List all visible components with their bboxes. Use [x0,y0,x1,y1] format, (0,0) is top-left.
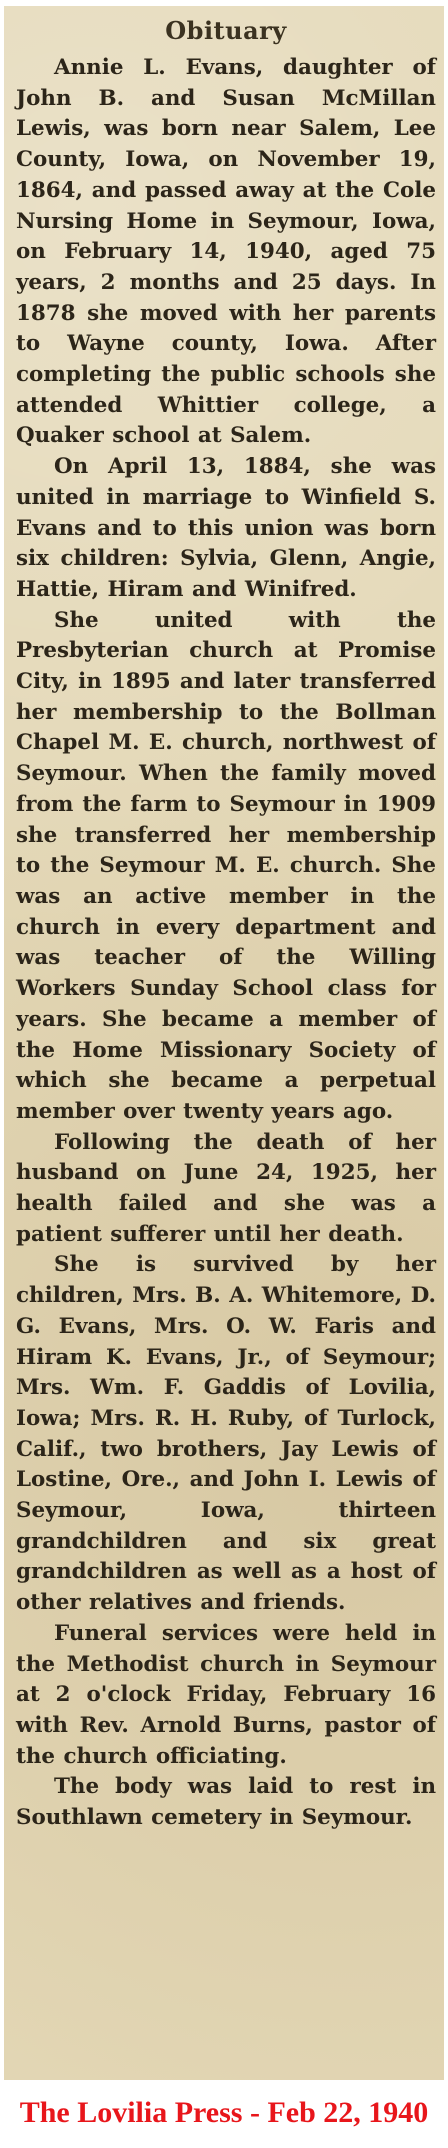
paragraph-funeral: Funeral services were held in the Methodist church in Seymour at 2 o'clock Friday, February 16 with Rev. Arnold Burns, pastor of the church officiating. [16,1620,436,1769]
obituary-heading: Obituary [165,16,287,45]
source-caption: The Lovilia Press - Feb 22, 1940 [19,2096,429,2129]
paragraph-birth: Annie L. Evans, daughter of John B. and Susan McMillan Lewis, was born near Salem, Lee County, Iowa, on November 19, 1864, and passed away at the Cole Nursing Home in Seymour, Iowa, on February 14, 1940, aged 75 years, 2 months and 25 days. In 1878 she moved with her parents to Wayne county, Iowa. After completing the public schools she attended Whittier college, a Quaker school at Salem. [16,55,436,449]
paragraph-burial: The body was laid to rest in Southlawn cemetery in Seymour. [16,1774,436,1831]
paragraph-survivors: She is survived by her children, Mrs. B. A. Whitemore, D. G. Evans, Mrs. O. W. Faris and Hiram K. Evans, Jr., of Seymour; Mrs. Wm. F. Gaddis of Lovilia, Iowa; Mrs. R. H. Ruby, of Turlock, Calif., two brothers, Jay Lewis of Lostine, Ore., and John I. Lewis of Seymour, Iowa, thirteen grandchildren and six great grandchildren as well as a host of other relatives and friends. [16,1252,436,1616]
newspaper-clipping [4,6,444,2080]
paragraph-church: She united with the Presbyterian church at Promise City, in 1895 and later transferred her membership to the Bollman Chapel M. E. church, northwest of Seymour. When the family moved from the farm to Seymour in 1909 she transferred her membership to the Seymour M. E. church. She was an active member in the church in every department and was teacher of the Willing Workers Sunday School class for years. She became a member of the Home Missionary Society of which she became a perpetual member over twenty years ago. [16,607,436,1124]
paragraph-health: Following the death of her husband on June 24, 1925, her health failed and she was a patient sufferer until her death. [16,1129,436,1247]
paragraph-marriage: On April 13, 1884, she was united in marriage to Winfield S. Evans and to this union was born six children: Sylvia, Glenn, Angie, Hattie, Hiram and Winifred. [16,454,436,602]
